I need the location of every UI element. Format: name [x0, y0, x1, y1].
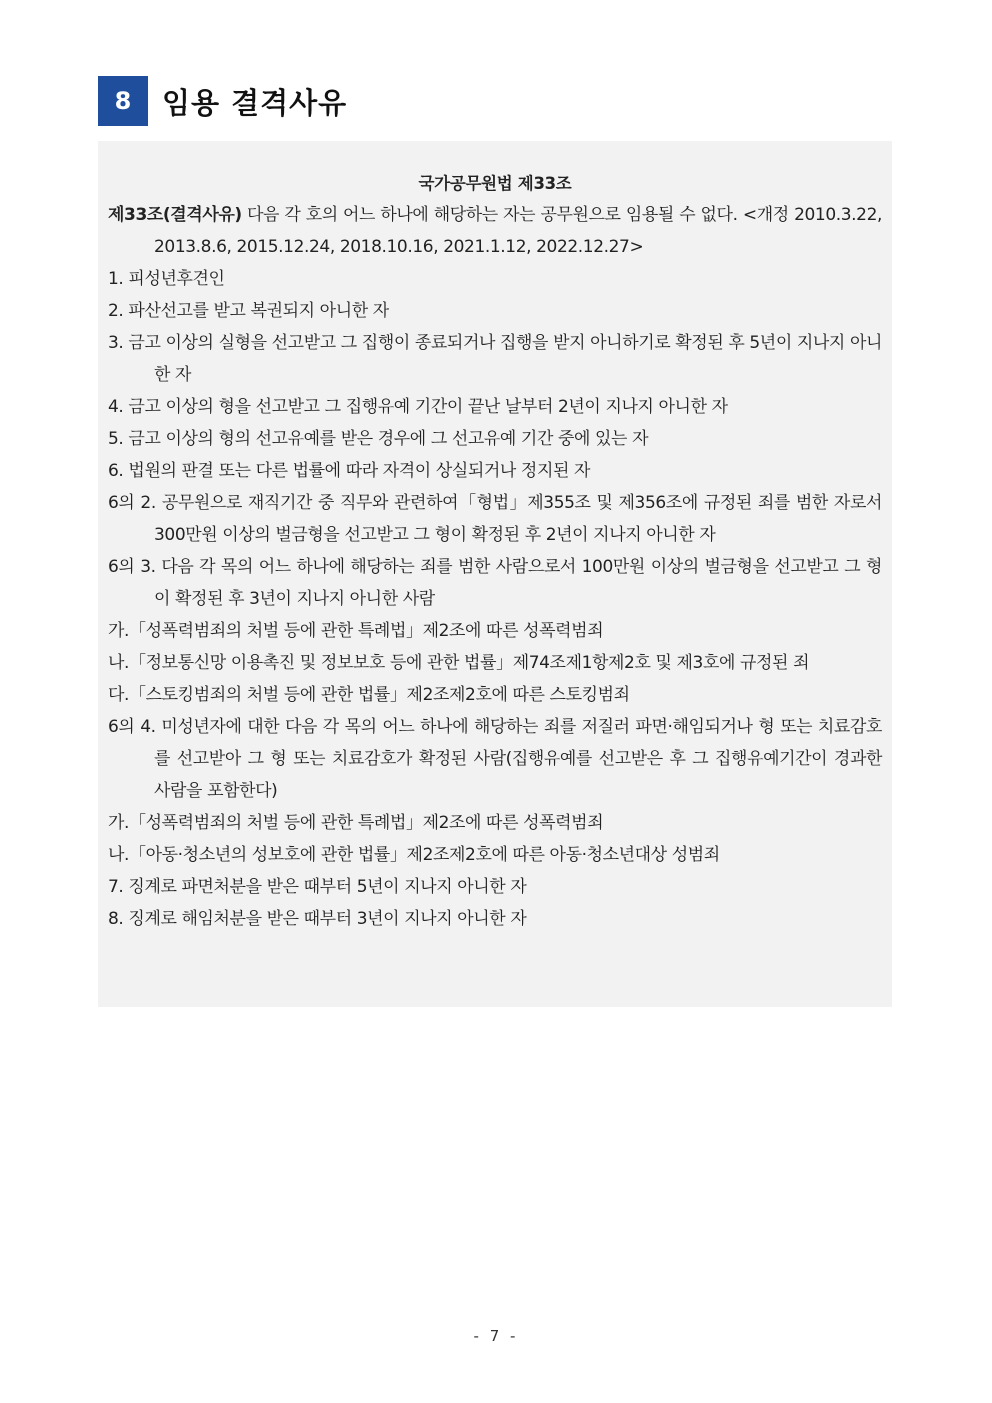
article-heading: 제33조(결격사유)	[108, 205, 242, 225]
list-item: 2. 파산선고를 받고 복권되지 아니한 자	[108, 301, 389, 321]
sub-item: 다.「스토킹범죄의 처벌 등에 관한 법률」제2조제2호에 따른 스토킹범죄	[108, 685, 630, 705]
section-header	[98, 76, 347, 126]
list-item: 7. 징계로 파면처분을 받은 때부터 5년이 지나지 아니한 자	[108, 877, 527, 897]
article-intro-text: 다음 각 호의 어느 하나에 해당하는 자는 공무원으로 임용될 수 없다. <개정 2010.3.22, 2013.8.6, 2015.12.24, 2018.10.16, 2021.1.12, 2022.12.27>	[154, 205, 882, 257]
list-item: 3. 금고 이상의 실형을 선고받고 그 집행이 종료되거나 집행을 받지 아니하기로 확정된 후 5년이 지나지 아니한 자	[108, 333, 882, 385]
sub-item: 나.「정보통신망 이용촉진 및 정보보호 등에 관한 법률」제74조제1항제2호 및 제3호에 규정된 죄	[108, 653, 810, 673]
list-item: 6의 2. 공무원으로 재직기간 중 직무와 관련하여「형법」제355조 및 제356조에 규정된 죄를 범한 자로서 300만원 이상의 벌금형을 선고받고 그 형이 확정된 후 2년이 지나지 아니한 자	[108, 493, 882, 545]
list-item: 8. 징계로 해임처분을 받은 때부터 3년이 지나지 아니한 자	[108, 909, 527, 929]
list-item: 6의 4. 미성년자에 대한 다음 각 목의 어느 하나에 해당하는 죄를 저질러 파면·해임되거나 형 또는 치료감호를 선고받아 그 형 또는 치료감호가 확정된 사람(집행유예를 선고받은 후 그 집행유예기간이 경과한 사람을 포함한다)	[108, 717, 882, 801]
sub-item: 나.「아동·청소년의 성보호에 관한 법률」제2조제2호에 따른 아동·청소년대상 성범죄	[108, 845, 720, 865]
section-title: 임용 결격사유	[162, 85, 348, 120]
list-item: 5. 금고 이상의 형의 선고유예를 받은 경우에 그 선고유예 기간 중에 있는 자	[108, 429, 649, 449]
law-text-box	[98, 141, 892, 1007]
list-item: 4. 금고 이상의 형을 선고받고 그 집행유예 기간이 끝난 날부터 2년이 지나지 아니한 자	[108, 397, 728, 417]
list-item: 6. 법원의 판결 또는 다른 법률에 따라 자격이 상실되거나 정지된 자	[108, 461, 591, 481]
sub-item: 가.「성폭력범죄의 처벌 등에 관한 특례법」제2조에 따른 성폭력범죄	[108, 621, 604, 641]
list-item: 1. 피성년후견인	[108, 269, 225, 289]
box-title: 국가공무원법 제33조	[418, 174, 572, 193]
article-intro	[108, 199, 882, 263]
sub-item: 가.「성폭력범죄의 처벌 등에 관한 특례법」제2조에 따른 성폭력범죄	[108, 813, 604, 833]
page-number: - 7 -	[473, 1327, 519, 1345]
section-number-badge: 8	[98, 76, 148, 126]
list-item: 6의 3. 다음 각 목의 어느 하나에 해당하는 죄를 범한 사람으로서 100만원 이상의 벌금형을 선고받고 그 형이 확정된 후 3년이 지나지 아니한 사람	[108, 557, 882, 609]
